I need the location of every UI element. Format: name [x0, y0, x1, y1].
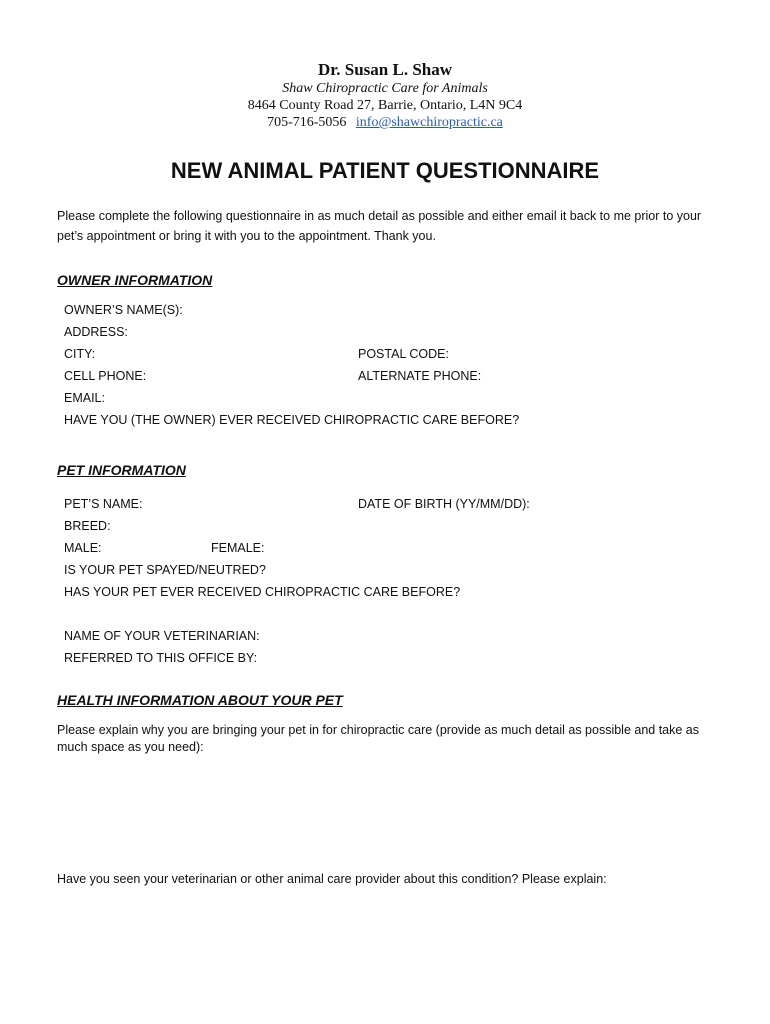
vet-seen-prompt: Have you seen your veterinarian or other animal care provider about this condition? Please explain: [57, 872, 607, 886]
email-link[interactable]: info@shawchiropractic.ca [355, 115, 503, 130]
pet-information-heading: PET INFORMATION [57, 462, 186, 478]
cell-phone-label: CELL PHONE: [64, 369, 147, 383]
email-label: EMAIL: [64, 391, 105, 405]
pet-name-label: PET’S NAME: [64, 497, 143, 511]
postal-code-label: POSTAL CODE: [358, 347, 449, 361]
clinic-address: 8464 County Road 27, Barrie, Ontario, L4N 9C4 [247, 98, 523, 113]
health-information-heading: HEALTH INFORMATION ABOUT YOUR PET [57, 692, 343, 708]
contact-line [0, 115, 770, 131]
veterinarian-label: NAME OF YOUR VETERINARIAN: [64, 629, 260, 643]
owner-name-label: OWNER’S NAME(S): [64, 303, 183, 317]
address-label: ADDRESS: [64, 325, 128, 339]
clinic-phone: 705-716-5056 [267, 115, 347, 130]
breed-label: BREED: [64, 519, 111, 533]
referred-by-label: REFERRED TO THIS OFFICE BY: [64, 651, 258, 665]
female-label: FEMALE: [211, 541, 265, 555]
date-of-birth-label: DATE OF BIRTH (YY/MM/DD): [358, 497, 530, 511]
doctor-name: Dr. Susan L. Shaw [317, 60, 453, 79]
male-label: MALE: [64, 541, 102, 555]
clinic-name: Shaw Chiropractic Care for Animals [282, 81, 488, 96]
form-title: NEW ANIMAL PATIENT QUESTIONNAIRE [170, 158, 600, 183]
intro-text: Please complete the following questionnaire in as much detail as possible and either email it back to me prior to your pet’s appointment or bring it with you to the appointment. Thank you. [57, 209, 702, 243]
spayed-neutered-label: IS YOUR PET SPAYED/NEUTRED? [64, 563, 266, 577]
alternate-phone-label: ALTERNATE PHONE: [358, 369, 482, 383]
pet-prior-care-label: HAS YOUR PET EVER RECEIVED CHIROPRACTIC CARE BEFORE? [64, 585, 461, 599]
city-label: CITY: [64, 347, 96, 361]
reason-for-visit-prompt: Please explain why you are bringing your pet in for chiropractic care (provide as much detail as possible and take as much space as you need): [57, 723, 700, 754]
owner-prior-care-label: HAVE YOU (THE OWNER) EVER RECEIVED CHIROPRACTIC CARE BEFORE? [64, 413, 520, 427]
owner-information-heading: OWNER INFORMATION [57, 272, 213, 288]
